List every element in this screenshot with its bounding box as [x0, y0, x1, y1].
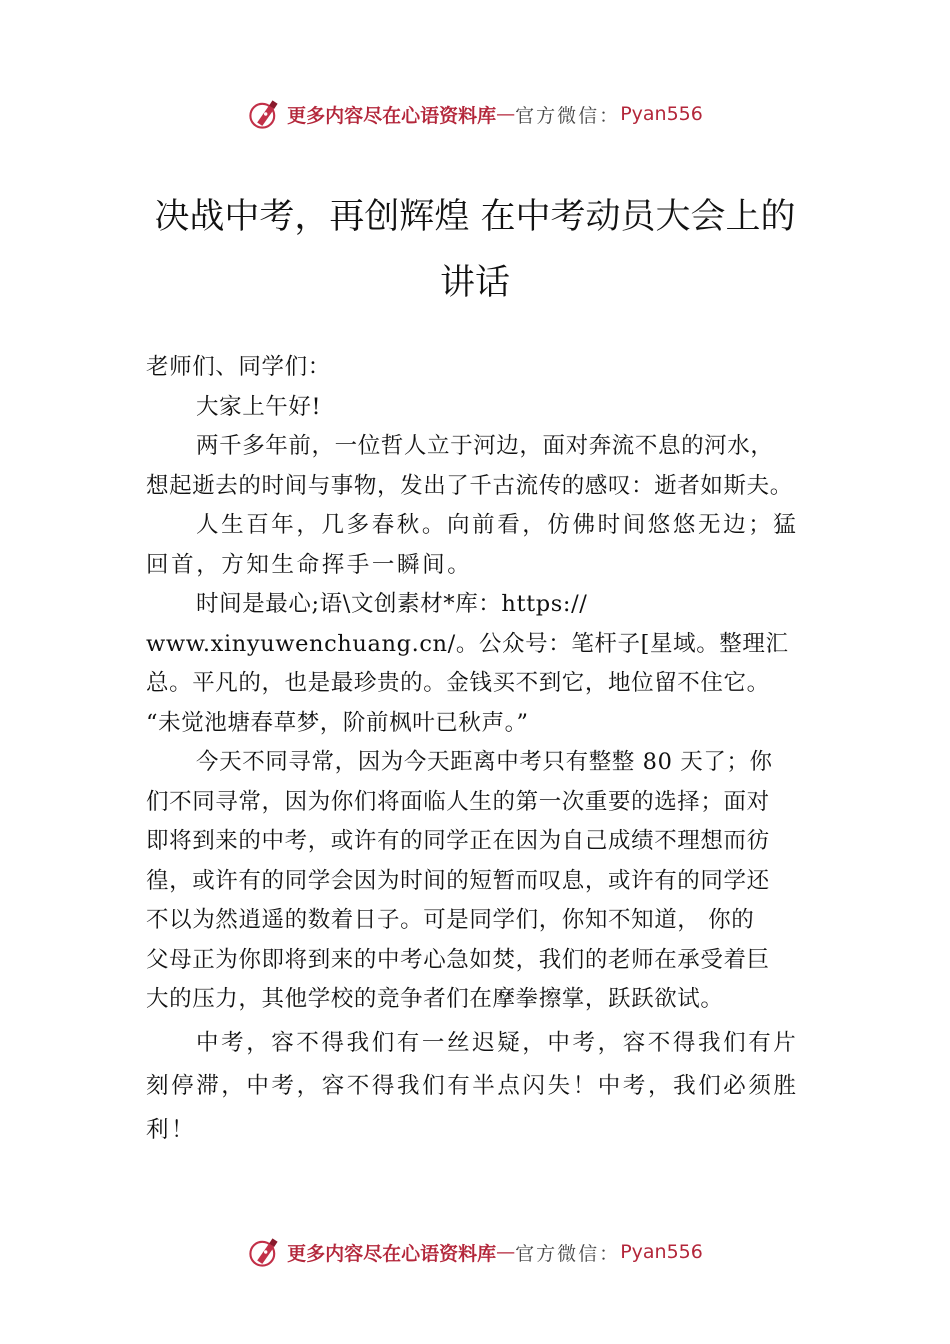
document-body [146, 348, 818, 1150]
title-line: 讲话 [439, 263, 510, 303]
banner-wechat-id: Pyan556 [620, 103, 703, 125]
document-title [100, 184, 850, 316]
pen-nib-logo-icon [247, 1235, 281, 1269]
banner-wechat-label: 官方微信： [515, 104, 621, 127]
body-line: 想起逝去的时间与事物，发出了千古流传的感叹：逝者如斯夫。 [146, 472, 793, 499]
banner-brand: 更多内容尽在心语资料库 [287, 104, 497, 127]
body-line: 刻停滞，中考，容不得我们有半点闪失！中考，我们必须胜 [146, 1073, 799, 1099]
body-line: 利！ [146, 1116, 197, 1143]
banner-brand: 更多内容尽在心语资料库 [287, 1242, 497, 1265]
body-line: 回首，方知生命挥手一瞬间。 [146, 551, 473, 578]
body-line: 时间是最心;语\文创素材*库：https:// [196, 591, 588, 617]
body-line: 不以为然逍遥的数着日子。可是同学们，你知不知道， 你的 [146, 907, 755, 933]
body-line: 们不同寻常，因为你们将面临人生的第一次重要的选择；面对 [146, 788, 770, 815]
banner-dash: — [496, 103, 516, 125]
body-line: “未觉池塘春草梦，阶前枫叶已秋声。” [146, 709, 529, 736]
pen-nib-logo-icon [247, 97, 281, 131]
body-line: 中考，容不得我们有一丝迟疑，中考，容不得我们有片 [196, 1029, 799, 1056]
footer-banner [0, 1232, 950, 1272]
header-banner [0, 94, 950, 134]
salutation: 老师们、同学们： [146, 354, 331, 380]
body-line: www.xinyuwenchuang.cn/。公众号：笔杆子[星域。整理汇 [146, 630, 789, 657]
body-line: 两千多年前，一位哲人立于河边，面对奔流不息的河水， [196, 433, 774, 459]
body-line: 父母正为你即将到来的中考心急如焚，我们的老师在承受着巨 [146, 946, 770, 973]
banner-wechat-label: 官方微信： [515, 1242, 621, 1265]
body-line: 今天不同寻常，因为今天距离中考只有整整 80 天了；你 [196, 749, 773, 775]
body-line: 徨，或许有的同学会因为时间的短暂而叹息，或许有的同学还 [146, 867, 770, 894]
title-line: 决战中考，再创辉煌 在中考动员大会上的 [154, 197, 796, 237]
banner-dash: — [496, 1241, 516, 1263]
banner-wechat-id: Pyan556 [620, 1241, 703, 1263]
body-line: 人生百年，几多春秋。向前看，仿佛时间悠悠无边；猛 [196, 512, 799, 538]
body-line: 大的压力，其他学校的竞争者们在摩拳擦掌，跃跃欲试。 [146, 986, 724, 1012]
body-line: 总。平凡的，也是最珍贵的。金钱买不到它，地位留不住它。 [146, 670, 770, 696]
body-line: 即将到来的中考，或许有的同学正在因为自己成绩不理想而彷 [146, 828, 770, 854]
body-line: 大家上午好! [196, 393, 322, 420]
